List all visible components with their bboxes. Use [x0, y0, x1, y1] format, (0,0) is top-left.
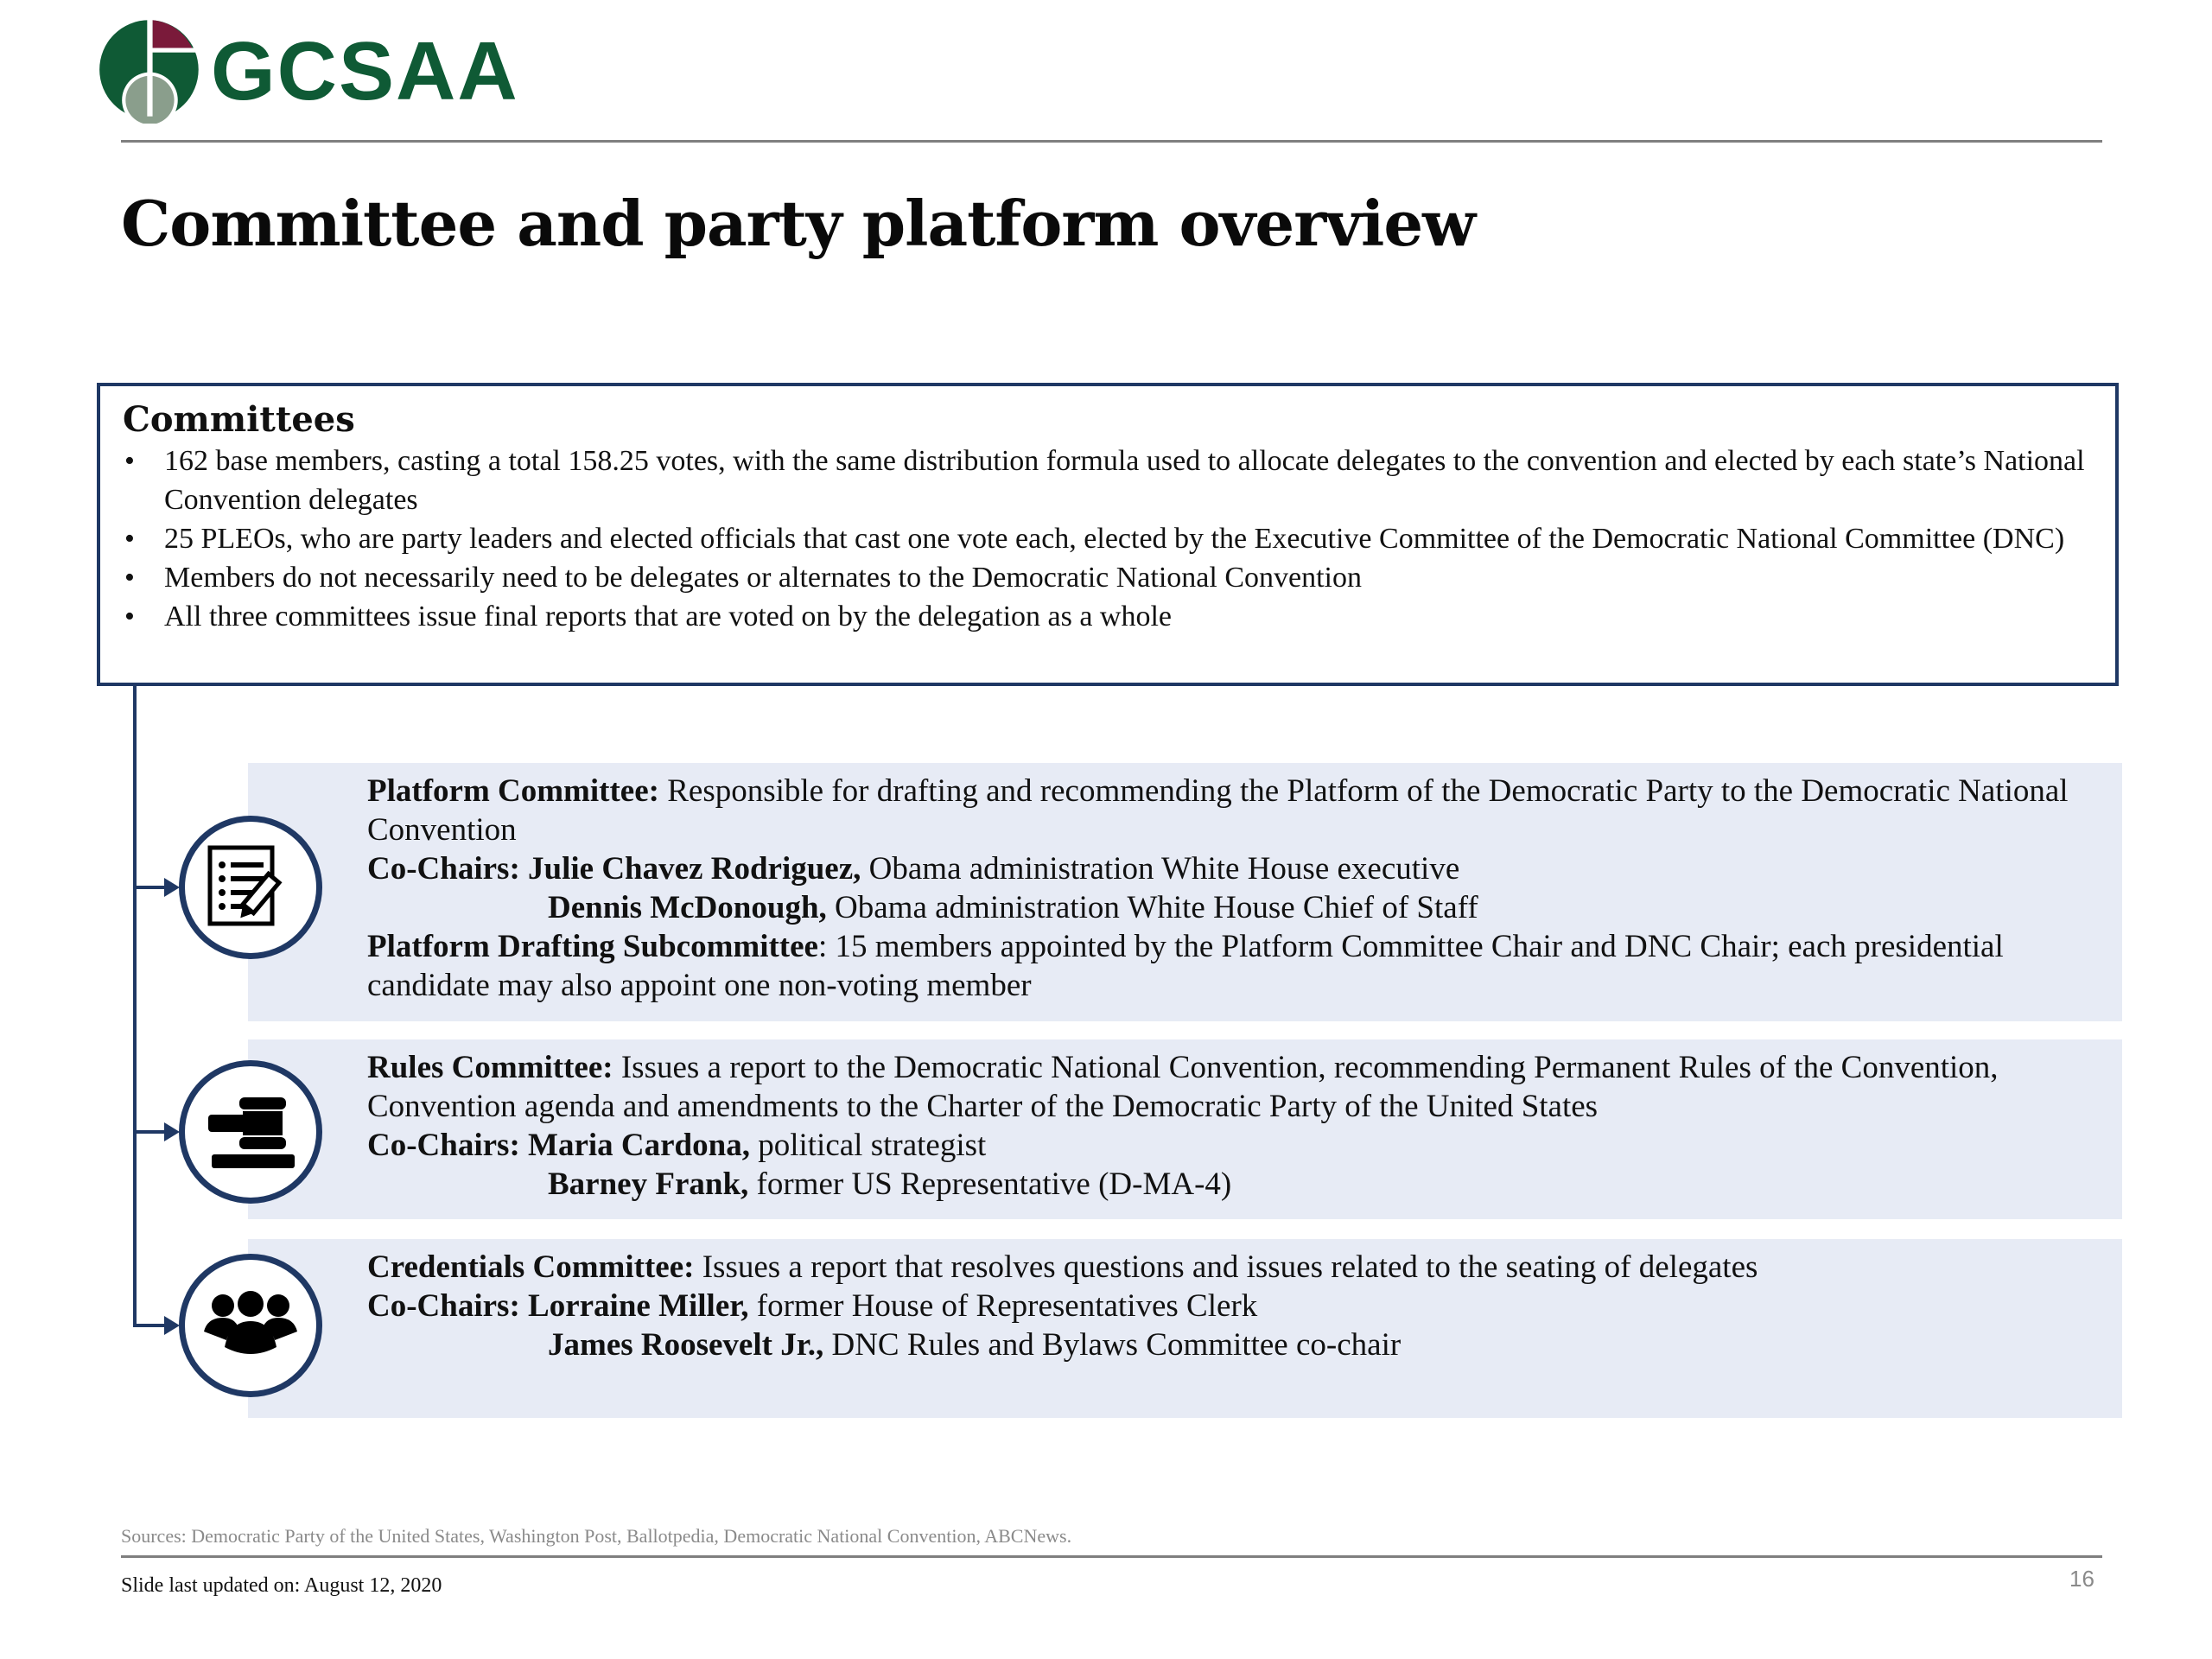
logo-text: GCSAA [211, 25, 519, 118]
subcommittee-text: : 15 members appointed by the Platform Committee Chair and DNC Chair; each presidential candidate may also appoint one non-voting member [367, 929, 2004, 1003]
list-item [123, 442, 2094, 519]
chair-role: DNC Rules and Bylaws Committee co-chair [823, 1327, 1402, 1363]
credentials-committee-panel [248, 1239, 2122, 1418]
bullet-icon: • [124, 445, 135, 477]
cochair-line [367, 888, 2070, 927]
bullet-text: 162 base members, casting a total 158.25 votes, with the same distribution formula used to allocate delegates to the convention and elected by each state’s National Convention delegates [164, 445, 2085, 516]
top-divider [121, 140, 2102, 143]
committee-name: Platform Committee: [367, 773, 659, 809]
chair-role: Obama administration White House executive [861, 851, 1460, 887]
last-updated-note: Slide last updated on: August 12, 2020 [121, 1574, 442, 1597]
list-item [123, 519, 2094, 558]
sources-note: Sources: Democratic Party of the United States, Washington Post, Ballotpedia, Democratic National Convention, ABCNews. [121, 1525, 1072, 1547]
rules-icon-circle [179, 1060, 322, 1204]
gcsaa-logo [97, 16, 529, 128]
cochair-line [367, 1126, 2070, 1165]
committees-bullet-list [123, 442, 2094, 636]
gavel-icon [203, 1089, 298, 1175]
committee-description: Issues a report to the Democratic National Convention, recommending Permanent Rules of the Convention, Convention agenda and amendments to the Charter of the Democratic Party of the United States [367, 1050, 1999, 1124]
group-people-icon [199, 1287, 302, 1364]
chair-role: political strategist [749, 1128, 987, 1163]
bullet-text: All three committees issue final reports that are voted on by the delegation as a whole [164, 601, 1173, 632]
chair-name: James Roosevelt Jr., [548, 1327, 824, 1363]
cochair-line [367, 1165, 2070, 1204]
committee-description: Issues a report that resolves questions and issues related to the seating of delegates [694, 1249, 1758, 1285]
cochair-line [367, 1325, 2070, 1364]
page-number: 16 [2069, 1566, 2094, 1592]
platform-committee-panel [248, 763, 2122, 1021]
connector-line [133, 686, 137, 1327]
committees-summary-box [97, 383, 2119, 686]
bullet-icon: • [124, 562, 135, 594]
list-item [123, 597, 2094, 636]
cochairs-label: Co-Chairs: [367, 1128, 520, 1163]
cochair-line [367, 1287, 2070, 1325]
bullet-text: Members do not necessarily need to be delegates or alternates to the Democratic National Convention [164, 562, 1362, 594]
chair-name: Barney Frank, [548, 1166, 749, 1202]
rules-committee-panel [248, 1039, 2122, 1219]
arrow-head-icon [164, 1316, 180, 1335]
bullet-text: 25 PLEOs, who are party leaders and elected officials that cast one vote each, elected by the Executive Committee of the Democratic National Committee (DNC) [164, 523, 2065, 555]
platform-icon-circle [179, 816, 322, 959]
committee-description: Responsible for drafting and recommending the Platform of the Democratic Party to the Democratic National Convention [367, 773, 2069, 848]
panel-description [367, 1048, 2070, 1126]
chair-name: Lorraine Miller, [519, 1288, 749, 1324]
chair-role: Obama administration White House Chief of Staff [826, 890, 1478, 925]
bullet-icon: • [124, 523, 135, 555]
committee-name: Rules Committee: [367, 1050, 613, 1085]
document-pencil-icon [203, 844, 298, 931]
panel-description [367, 1248, 2070, 1287]
cochairs-label: Co-Chairs: [367, 1288, 520, 1324]
cochair-line [367, 849, 2070, 888]
page-title: Committee and party platform overview [121, 187, 1476, 260]
chair-role: former US Representative (D-MA-4) [748, 1166, 1232, 1202]
chair-role: former House of Representatives Clerk [748, 1288, 1258, 1324]
committees-heading: Committees [123, 399, 355, 440]
bottom-divider [121, 1555, 2102, 1558]
chair-name: Maria Cardona, [519, 1128, 750, 1163]
credentials-icon-circle [179, 1254, 322, 1397]
committee-name: Credentials Committee: [367, 1249, 695, 1285]
subcommittee-line [367, 927, 2070, 1005]
arrow-head-icon [164, 878, 180, 897]
chair-name: Julie Chavez Rodriguez, [519, 851, 861, 887]
cochairs-label: Co-Chairs: [367, 851, 520, 887]
subcommittee-label: Platform Drafting Subcommittee [367, 929, 818, 964]
bullet-icon: • [124, 601, 135, 632]
arrow-head-icon [164, 1122, 180, 1141]
list-item [123, 558, 2094, 597]
chair-name: Dennis McDonough, [548, 890, 827, 925]
gcsaa-emblem-icon [97, 16, 205, 124]
panel-description [367, 772, 2070, 849]
